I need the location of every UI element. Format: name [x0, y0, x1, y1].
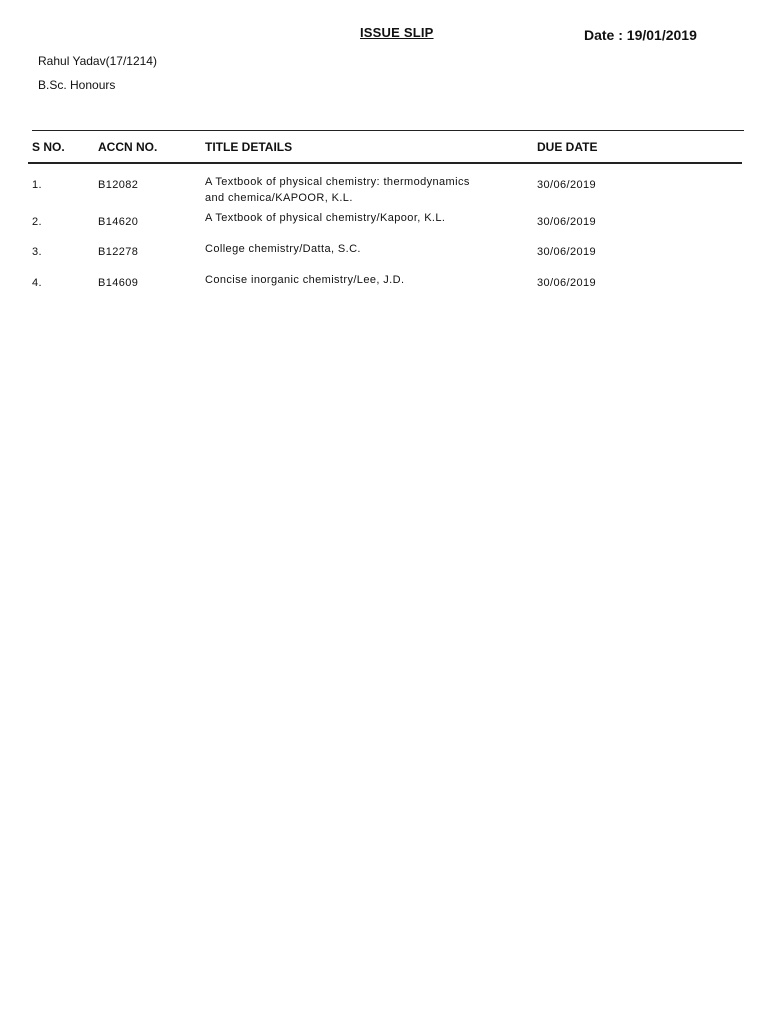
table-top-rule — [32, 130, 744, 131]
row-sno: 2. — [32, 216, 42, 228]
column-header-due-date: DUE DATE — [537, 140, 598, 154]
row-sno: 4. — [32, 277, 42, 289]
row-title-line: Concise inorganic chemistry/Lee, J.D. — [205, 274, 405, 286]
row-accn: B14609 — [98, 277, 139, 289]
row-due-date: 30/06/2019 — [537, 179, 597, 191]
row-title — [205, 210, 515, 226]
row-title — [205, 241, 515, 257]
row-title — [205, 174, 515, 206]
row-title-line: and chemica/KAPOOR, K.L. — [205, 192, 353, 204]
row-sno: 1. — [32, 179, 42, 191]
row-accn: B12278 — [98, 246, 139, 258]
slip-title: ISSUE SLIP — [360, 25, 434, 40]
row-title-line: A Textbook of physical chemistry: thermodynamics — [205, 176, 470, 188]
row-due-date: 30/06/2019 — [537, 216, 597, 228]
issue-date: Date : 19/01/2019 — [584, 27, 697, 43]
row-accn: B12082 — [98, 179, 139, 191]
row-title — [205, 272, 515, 288]
row-due-date: 30/06/2019 — [537, 277, 597, 289]
column-header-title: TITLE DETAILS — [205, 140, 293, 154]
row-due-date: 30/06/2019 — [537, 246, 597, 258]
column-header-accn: ACCN NO. — [98, 140, 158, 154]
row-accn: B14620 — [98, 216, 139, 228]
column-header-sno: S NO. — [32, 140, 65, 154]
row-title-line: A Textbook of physical chemistry/Kapoor, K.L. — [205, 212, 446, 224]
table-header-rule — [28, 162, 742, 164]
row-title-line: College chemistry/Datta, S.C. — [205, 243, 361, 255]
member-course: B.Sc. Honours — [38, 78, 116, 92]
member-name: Rahul Yadav(17/1214) — [38, 54, 157, 68]
row-sno: 3. — [32, 246, 42, 258]
